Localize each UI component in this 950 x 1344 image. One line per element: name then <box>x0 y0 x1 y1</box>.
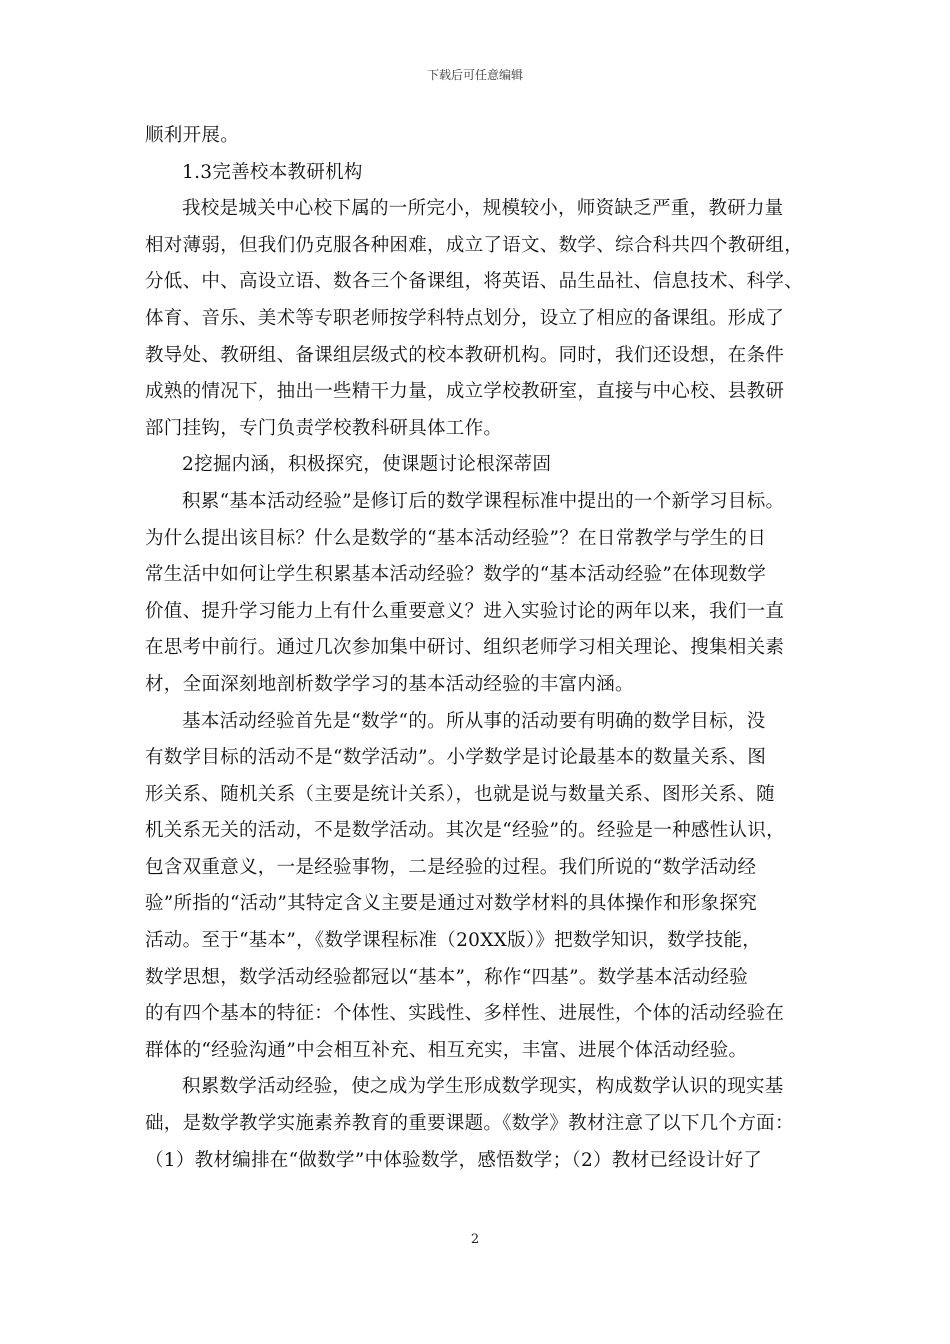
text-line: 材，全面深刻地剖析数学学习的基本活动经验的丰富内涵。 <box>145 673 634 695</box>
text-line: 积累数学活动经验，使之成为学生形成数学现实，构成数学认识的现实基 <box>182 1076 784 1098</box>
text-line: 数学思想，数学活动经验都冠以“基本”，称作“四基”。数学基本活动经验 <box>145 966 749 988</box>
text-line: 部门挂钩，专门负责学校教科研具体工作。 <box>145 417 503 439</box>
text-line: 常生活中如何让学生积累基本活动经验？数学的“基本活动经验”在体现数学 <box>145 564 767 586</box>
text-line: 础，是数学教学实施素养教育的重要课题。《数学》教材注意了以下几个方面： <box>145 1113 794 1135</box>
page-header-note: 下载后可任意编辑 <box>426 68 523 82</box>
text-line: 形关系、随机关系（主要是统计关系），也就是说与数量关系、图形关系、随 <box>145 783 775 805</box>
text-line: 我校是城关中心校下属的一所完小，规模较小，师资缺乏严重，教研力量 <box>182 198 784 220</box>
text-line: 群体的“经验沟通”中会相互补充、相互充实，丰富、进展个体活动经验。 <box>145 1039 748 1061</box>
text-line: 积累“基本活动经验”是修订后的数学课程标准中提出的一个新学习目标。 <box>182 490 785 512</box>
text-line: 顺利开展。 <box>145 125 240 146</box>
text-line: 包含双重意义，一是经验事物，二是经验的过程。我们所说的“数学活动经 <box>145 856 757 878</box>
page-number: 2 <box>470 1232 480 1247</box>
text-line: 有数学目标的活动不是“数学活动”。小学数学是讨论最基本的数量关系、图 <box>145 747 767 769</box>
text-line: （1）教材编排在“做数学”中体验数学，感悟数学；（2）教材已经设计好了 <box>145 1149 763 1171</box>
text-line: 2挖掘内涵，积极探究，使课题讨论根深蒂固 <box>182 454 552 476</box>
text-line: 体育、音乐、美术等专职老师按学科特点划分，设立了相应的备课组。形成了 <box>145 307 785 329</box>
text-line: 机关系无关的活动，不是数学活动。其次是“经验”的。经验是一种感性认识， <box>145 820 785 842</box>
text-line: 价值、提升学习能力上有什么重要意义？进入实验讨论的两年以来，我们一直 <box>145 600 785 622</box>
text-line: 分低、中、高设立语、数各三个备课组，将英语、品生品社、信息技术、科学、 <box>145 271 804 293</box>
text-line: 在思考中前行。通过几次参加集中研讨、组织老师学习相关理论、搜集相关素 <box>145 637 785 659</box>
text-line: 验”所指的“活动”其特定含义主要是通过对数学材料的具体操作和形象探究 <box>145 893 758 915</box>
text-line: 教导处、教研组、备课组层级式的校本教研机构。同时，我们还设想，在条件 <box>145 344 785 366</box>
document-body <box>145 118 821 1179</box>
text-line: 相对薄弱，但我们仍克服各种困难，成立了语文、数学、综合科共四个教研组， <box>145 234 804 256</box>
text-line: 的有四个基本的特征：个体性、实践性、多样性、进展性，个体的活动经验在 <box>145 1003 785 1025</box>
text-line: 1.3完善校本教研机构 <box>182 161 363 183</box>
text-line: 成熟的情况下，抽出一些精干力量，成立学校教研室，直接与中心校、县教研 <box>145 381 785 403</box>
text-line: 为什么提出该目标？什么是数学的“基本活动经验”？在日常教学与学生的日 <box>145 527 767 549</box>
text-line: 活动。至于“基本”，《数学课程标准（20XX版）》把数学知识，数学技能， <box>145 930 762 952</box>
text-line: 基本活动经验首先是“数学“的。所从事的活动要有明确的数学目标，没 <box>182 710 766 732</box>
